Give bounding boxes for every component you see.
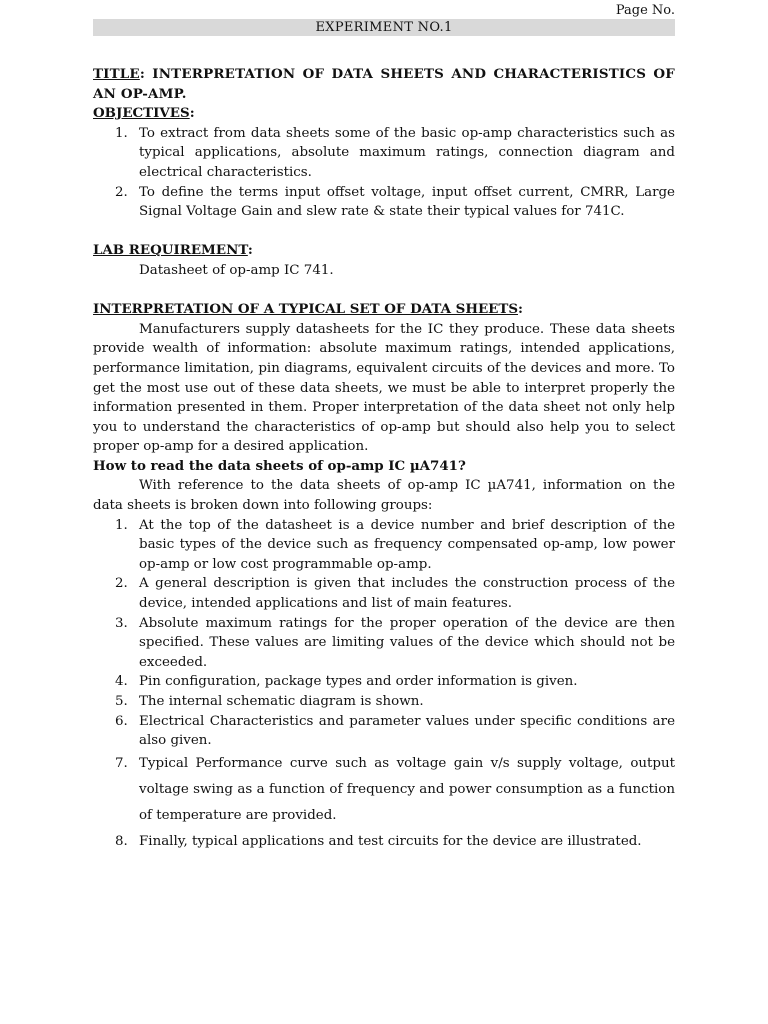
list-item: 2. A general description is given that includes the construction process of the device, intended applications and list of main features. bbox=[115, 576, 675, 612]
list-item: 6. Electrical Characteristics and parameter values under specific conditions are also given. bbox=[115, 713, 675, 749]
experiment-header: EXPERIMENT NO.1 bbox=[93, 19, 675, 36]
lab-requirement-text: Datasheet of op-amp IC 741. bbox=[139, 262, 334, 278]
list-item: 1. To extract from data sheets some of the basic op-amp characteristics such as typical applications, absolute maximum ratings, connection diagram and electrical characteristics. bbox=[115, 125, 675, 180]
objectives-label: OBJECTIVES bbox=[93, 105, 190, 122]
lab-requirement-label: LAB REQUIREMENT bbox=[93, 242, 248, 259]
document-body bbox=[93, 65, 675, 855]
title-label: TITLE bbox=[93, 66, 140, 82]
list-item: 8. Finally, typical applications and test circuits for the device are illustrated. bbox=[115, 833, 642, 849]
title-text: : INTERPRETATION OF DATA SHEETS AND CHARACTERISTICS OF AN OP-AMP. bbox=[93, 66, 675, 102]
interpretation-label: INTERPRETATION OF A TYPICAL SET OF DATA SHEETS bbox=[93, 301, 519, 318]
how-to-read-intro: With reference to the data sheets of op-amp IC µA741, information on the data sheets is broken down into following groups: bbox=[93, 478, 675, 514]
how-to-read-heading: How to read the data sheets of op-amp IC µA741? bbox=[93, 457, 466, 474]
datasheet-groups-list bbox=[93, 516, 675, 855]
interpretation-paragraph: Manufacturers supply datasheets for the IC they produce. These data sheets provide wealth of information: absolute maximum ratings, intended applications, performance limitation, pin diagrams, equivalent circuits of the devices and more. To get the most use out of these data sheets, we must be able to interpret properly the information presented in them. Proper interpretation of the data sheet not only help you to understand the characteristics of op-amp but should also help you to select proper op-amp for a desired application. bbox=[93, 321, 675, 455]
list-item: 3. Absolute maximum ratings for the proper operation of the device are then specified. These values are limiting values of the device which should not be exceeded. bbox=[115, 615, 675, 670]
list-item: 7. Typical Performance curve such as voltage gain v/s supply voltage, output voltage swing as a function of frequency and power consumption as a function of temperature are provided. bbox=[115, 755, 675, 823]
page-number-label: Page No. bbox=[615, 3, 675, 18]
list-item: 5. The internal schematic diagram is shown. bbox=[115, 694, 424, 709]
list-item: 1. At the top of the datasheet is a device number and brief description of the basic types of the device such as frequency compensated op-amp, low power op-amp or low cost programmable op-amp. bbox=[115, 517, 675, 572]
document-title bbox=[93, 65, 675, 104]
list-item: 4. Pin configuration, package types and order information is given. bbox=[115, 674, 578, 690]
lab-requirement-heading: LAB REQUIREMENT: bbox=[93, 242, 253, 259]
interpretation-heading: INTERPRETATION OF A TYPICAL SET OF DATA SHEETS: bbox=[93, 301, 523, 318]
list-item: 2. To define the terms input offset voltage, input offset current, CMRR, Large Signal Voltage Gain and slew rate & state their typical values for 741C. bbox=[115, 184, 675, 220]
objectives-list bbox=[93, 124, 675, 222]
objectives-heading: OBJECTIVES: bbox=[93, 105, 195, 122]
